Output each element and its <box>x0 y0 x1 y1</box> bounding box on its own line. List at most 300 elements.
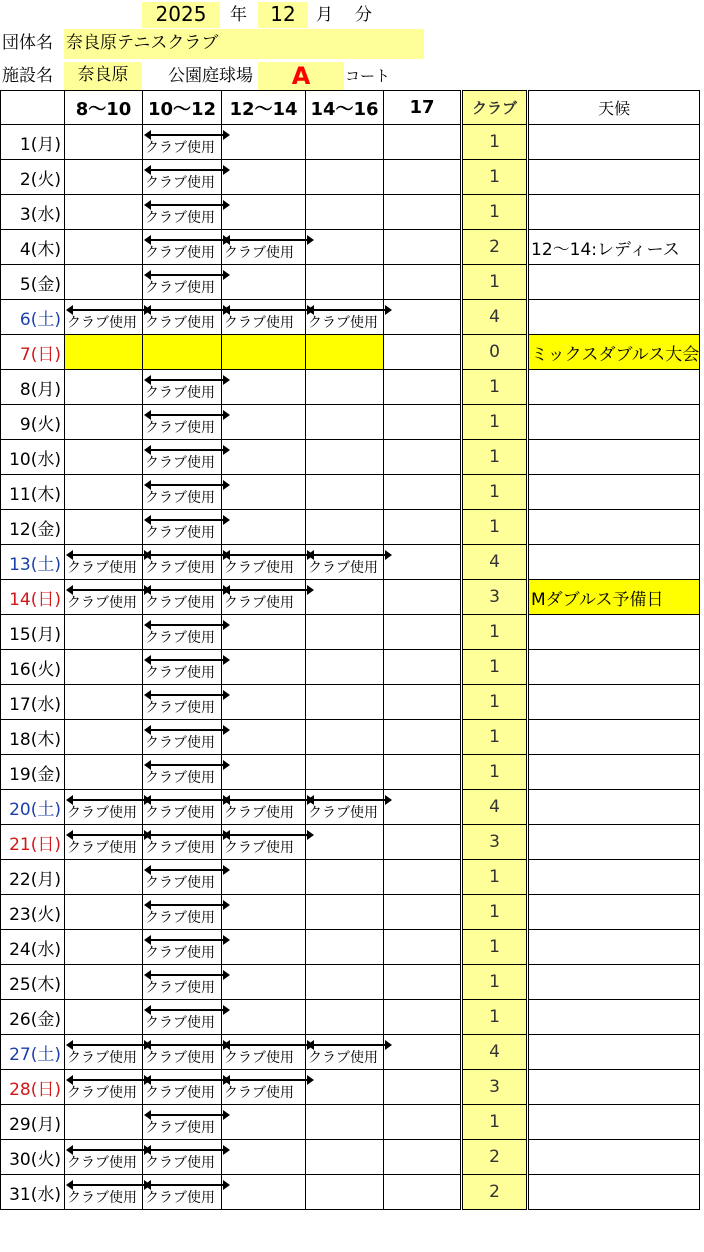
slot-cell[interactable] <box>222 195 306 230</box>
slot-cell[interactable] <box>306 860 384 895</box>
slot-cell[interactable] <box>143 650 222 685</box>
club-use-marker <box>144 480 224 508</box>
slot-cell[interactable] <box>222 930 306 965</box>
club-use-label: クラブ使用 <box>308 560 378 576</box>
slot-cell[interactable] <box>65 125 143 160</box>
weather-note[interactable]: Mダブルス予備日 <box>528 580 700 615</box>
club-use-marker <box>66 1040 145 1068</box>
day-label: 29(月) <box>1 1105 65 1140</box>
club-count: 2 <box>462 1175 528 1210</box>
slot-cell[interactable] <box>384 580 462 615</box>
day-label: 20(土) <box>1 790 65 825</box>
slot-cell[interactable] <box>143 405 222 440</box>
slot-cell[interactable] <box>65 860 143 895</box>
club-use-label: クラブ使用 <box>67 840 137 856</box>
slot-cell[interactable] <box>384 615 462 650</box>
slot-cell[interactable] <box>222 160 306 195</box>
slot-cell[interactable] <box>65 405 143 440</box>
slot-cell[interactable] <box>143 1175 222 1210</box>
slot-cell[interactable] <box>65 650 143 685</box>
slot-cell[interactable] <box>306 370 384 405</box>
slot-cell[interactable] <box>143 860 222 895</box>
club-use-marker <box>144 1075 224 1103</box>
club-use-label: クラブ使用 <box>145 630 215 646</box>
slot-cell[interactable] <box>222 370 306 405</box>
slot-cell[interactable] <box>143 615 222 650</box>
slot-cell[interactable] <box>222 1000 306 1035</box>
slot-cell[interactable] <box>222 615 306 650</box>
month-value: 12 <box>258 2 308 28</box>
slot-cell[interactable] <box>222 895 306 930</box>
club-use-marker <box>66 305 145 333</box>
slot-cell[interactable] <box>306 755 384 790</box>
club-use-marker <box>144 865 224 893</box>
slot-cell[interactable] <box>143 230 222 265</box>
slot-cell[interactable] <box>65 160 143 195</box>
club-use-marker <box>223 235 308 263</box>
slot-cell[interactable] <box>222 1175 306 1210</box>
club-use-marker <box>144 270 224 298</box>
club-use-label: クラブ使用 <box>145 980 215 996</box>
table-row <box>1 195 700 230</box>
club-use-marker <box>307 550 386 578</box>
club-use-marker <box>223 1075 308 1103</box>
table-row <box>1 825 700 860</box>
club-use-marker <box>144 585 224 613</box>
day-label: 13(土) <box>1 545 65 580</box>
slot-cell[interactable] <box>306 545 384 580</box>
club-use-label: クラブ使用 <box>67 1190 137 1206</box>
slot-cell[interactable] <box>65 1035 143 1070</box>
slot-cell[interactable] <box>306 475 384 510</box>
slot-cell[interactable] <box>222 860 306 895</box>
club-use-marker <box>307 1040 386 1068</box>
double-arrow-icon <box>227 239 308 241</box>
slot-cell[interactable] <box>306 615 384 650</box>
slot-cell[interactable] <box>65 580 143 615</box>
day-label: 14(日) <box>1 580 65 615</box>
weather-note[interactable] <box>528 545 700 580</box>
slot-cell[interactable] <box>306 510 384 545</box>
slot-cell[interactable] <box>143 510 222 545</box>
slot-cell[interactable] <box>143 195 222 230</box>
day-label: 18(木) <box>1 720 65 755</box>
slot-cell[interactable] <box>384 1140 462 1175</box>
day-label: 8(月) <box>1 370 65 405</box>
day-label: 30(火) <box>1 1140 65 1175</box>
slot-cell[interactable] <box>384 895 462 930</box>
slot-cell[interactable] <box>65 370 143 405</box>
slot-cell[interactable] <box>384 650 462 685</box>
header-slot-3: 12～14 <box>222 91 306 125</box>
slot-cell[interactable] <box>384 1175 462 1210</box>
club-use-label: クラブ使用 <box>145 1155 215 1171</box>
club-count: 1 <box>462 965 528 1000</box>
slot-cell[interactable] <box>384 475 462 510</box>
club-use-marker <box>144 900 224 928</box>
table-row <box>1 615 700 650</box>
slot-cell[interactable] <box>143 160 222 195</box>
slot-cell[interactable] <box>306 1070 384 1105</box>
double-arrow-icon <box>148 134 224 136</box>
slot-cell[interactable] <box>65 1105 143 1140</box>
slot-cell[interactable] <box>222 790 306 825</box>
slot-cell[interactable] <box>222 965 306 1000</box>
double-arrow-icon <box>227 589 308 591</box>
slot-cell[interactable] <box>222 440 306 475</box>
slot-cell[interactable] <box>143 545 222 580</box>
slot-cell[interactable] <box>222 510 306 545</box>
slot-cell[interactable] <box>306 1105 384 1140</box>
weather-note[interactable] <box>528 755 700 790</box>
slot-cell[interactable] <box>65 825 143 860</box>
club-count: 1 <box>462 895 528 930</box>
club-use-marker <box>66 795 145 823</box>
slot-cell[interactable] <box>65 755 143 790</box>
slot-cell[interactable] <box>143 895 222 930</box>
double-arrow-icon <box>148 554 224 556</box>
slot-cell[interactable] <box>65 895 143 930</box>
slot-cell[interactable] <box>306 335 384 370</box>
slot-cell[interactable] <box>306 895 384 930</box>
club-count: 1 <box>462 475 528 510</box>
slot-cell[interactable] <box>222 335 306 370</box>
slot-cell[interactable] <box>222 405 306 440</box>
slot-cell[interactable] <box>65 1175 143 1210</box>
day-label: 3(水) <box>1 195 65 230</box>
group-label: 団体名 <box>2 33 53 53</box>
slot-cell[interactable] <box>65 440 143 475</box>
day-label: 24(水) <box>1 930 65 965</box>
club-use-marker <box>307 795 386 823</box>
club-use-marker <box>307 305 386 333</box>
slot-cell[interactable] <box>143 790 222 825</box>
day-label: 27(土) <box>1 1035 65 1070</box>
slot-cell[interactable] <box>222 300 306 335</box>
slot-cell[interactable] <box>222 265 306 300</box>
weather-note[interactable] <box>528 650 700 685</box>
slot-cell[interactable] <box>384 790 462 825</box>
table-row <box>1 230 700 265</box>
weather-note[interactable] <box>528 1175 700 1210</box>
slot-cell[interactable] <box>384 755 462 790</box>
slot-cell[interactable] <box>384 335 462 370</box>
slot-cell[interactable] <box>306 230 384 265</box>
weather-note[interactable] <box>528 1070 700 1105</box>
header-club: クラブ <box>462 91 528 125</box>
table-row <box>1 650 700 685</box>
weather-note[interactable] <box>528 475 700 510</box>
slot-cell[interactable] <box>65 1140 143 1175</box>
club-use-marker <box>66 1075 145 1103</box>
weather-note[interactable] <box>528 370 700 405</box>
table-row <box>1 1000 700 1035</box>
slot-cell[interactable] <box>384 300 462 335</box>
slot-cell[interactable] <box>306 825 384 860</box>
club-use-label: クラブ使用 <box>224 315 294 331</box>
slot-cell[interactable] <box>65 1070 143 1105</box>
slot-cell[interactable] <box>65 335 143 370</box>
slot-cell[interactable] <box>222 475 306 510</box>
club-use-label: クラブ使用 <box>67 1085 137 1101</box>
slot-cell[interactable] <box>143 475 222 510</box>
slot-cell[interactable] <box>306 125 384 160</box>
slot-cell[interactable] <box>222 580 306 615</box>
slot-cell[interactable] <box>306 650 384 685</box>
slot-cell[interactable] <box>222 755 306 790</box>
club-use-label: クラブ使用 <box>308 805 378 821</box>
club-count: 3 <box>462 1070 528 1105</box>
slot-cell[interactable] <box>222 1105 306 1140</box>
slot-cell[interactable] <box>222 1140 306 1175</box>
double-arrow-icon <box>148 764 224 766</box>
double-arrow-icon <box>311 1044 386 1046</box>
slot-cell[interactable] <box>384 1105 462 1140</box>
double-arrow-icon <box>148 834 224 836</box>
weather-note[interactable] <box>528 265 700 300</box>
weather-note[interactable] <box>528 720 700 755</box>
double-arrow-icon <box>148 589 224 591</box>
slot-cell[interactable] <box>222 1070 306 1105</box>
slot-cell[interactable] <box>143 370 222 405</box>
slot-cell[interactable] <box>143 1070 222 1105</box>
double-arrow-icon <box>148 1044 224 1046</box>
table-row <box>1 1140 700 1175</box>
slot-cell[interactable] <box>306 1000 384 1035</box>
slot-cell[interactable] <box>143 965 222 1000</box>
club-use-label: クラブ使用 <box>224 805 294 821</box>
weather-note[interactable] <box>528 160 700 195</box>
weather-note[interactable]: 12～14:レディース <box>528 230 700 265</box>
table-row <box>1 755 700 790</box>
weather-note[interactable] <box>528 1105 700 1140</box>
table-row <box>1 510 700 545</box>
club-use-marker <box>144 1180 224 1208</box>
club-use-label: クラブ使用 <box>308 315 378 331</box>
slot-cell[interactable] <box>143 930 222 965</box>
slot-cell[interactable] <box>65 930 143 965</box>
slot-cell[interactable] <box>65 510 143 545</box>
slot-cell[interactable] <box>384 230 462 265</box>
weather-note[interactable] <box>528 825 700 860</box>
club-use-label: クラブ使用 <box>145 805 215 821</box>
slot-cell[interactable] <box>306 440 384 475</box>
slot-cell[interactable] <box>222 825 306 860</box>
slot-cell[interactable] <box>384 440 462 475</box>
slot-cell[interactable] <box>306 1035 384 1070</box>
slot-cell[interactable] <box>65 300 143 335</box>
day-label: 25(木) <box>1 965 65 1000</box>
weather-note[interactable] <box>528 440 700 475</box>
slot-cell[interactable] <box>384 510 462 545</box>
weather-note[interactable] <box>528 790 700 825</box>
club-count: 1 <box>462 195 528 230</box>
slot-cell[interactable] <box>143 300 222 335</box>
slot-cell[interactable] <box>384 195 462 230</box>
slot-cell[interactable] <box>306 195 384 230</box>
double-arrow-icon <box>148 204 224 206</box>
slot-cell[interactable] <box>306 160 384 195</box>
club-count: 1 <box>462 265 528 300</box>
slot-cell[interactable] <box>65 1000 143 1035</box>
slot-cell[interactable] <box>384 1070 462 1105</box>
slot-cell[interactable] <box>306 405 384 440</box>
club-use-label: クラブ使用 <box>145 945 215 961</box>
slot-cell[interactable] <box>384 1000 462 1035</box>
table-row <box>1 860 700 895</box>
slot-cell[interactable] <box>143 720 222 755</box>
double-arrow-icon <box>148 624 224 626</box>
double-arrow-icon <box>148 904 224 906</box>
slot-cell[interactable] <box>384 545 462 580</box>
slot-cell[interactable] <box>384 965 462 1000</box>
slot-cell[interactable] <box>65 790 143 825</box>
slot-cell[interactable] <box>384 930 462 965</box>
month-unit: 月 <box>316 5 333 25</box>
club-use-marker <box>144 165 224 193</box>
slot-cell[interactable] <box>222 685 306 720</box>
slot-cell[interactable] <box>65 230 143 265</box>
slot-cell[interactable] <box>65 195 143 230</box>
weather-note[interactable] <box>528 1140 700 1175</box>
slot-cell[interactable] <box>65 720 143 755</box>
club-use-label: クラブ使用 <box>224 840 294 856</box>
slot-cell[interactable] <box>384 265 462 300</box>
slot-cell[interactable] <box>143 440 222 475</box>
weather-note[interactable] <box>528 125 700 160</box>
slot-cell[interactable] <box>384 370 462 405</box>
club-use-label: クラブ使用 <box>224 560 294 576</box>
double-arrow-icon <box>148 274 224 276</box>
slot-cell[interactable] <box>65 615 143 650</box>
slot-cell[interactable] <box>384 125 462 160</box>
slot-cell[interactable] <box>143 1035 222 1070</box>
slot-cell[interactable] <box>143 1000 222 1035</box>
slot-cell[interactable] <box>65 265 143 300</box>
slot-cell[interactable] <box>306 265 384 300</box>
slot-cell[interactable] <box>222 230 306 265</box>
club-use-marker <box>144 1005 224 1033</box>
club-use-marker <box>144 655 224 683</box>
slot-cell[interactable] <box>65 475 143 510</box>
table-header-row <box>1 91 700 125</box>
day-label: 31(水) <box>1 1175 65 1210</box>
weather-note[interactable] <box>528 1000 700 1035</box>
facility-label: 施設名 <box>2 66 53 86</box>
table-row <box>1 685 700 720</box>
slot-cell[interactable] <box>306 930 384 965</box>
slot-cell[interactable] <box>65 685 143 720</box>
slot-cell[interactable] <box>384 720 462 755</box>
weather-note[interactable] <box>528 510 700 545</box>
day-label: 28(日) <box>1 1070 65 1105</box>
slot-cell[interactable] <box>384 685 462 720</box>
table-row <box>1 265 700 300</box>
slot-cell[interactable] <box>306 1175 384 1210</box>
weather-note[interactable] <box>528 300 700 335</box>
club-use-marker <box>144 550 224 578</box>
double-arrow-icon <box>148 1114 224 1116</box>
table-row <box>1 1070 700 1105</box>
slot-cell[interactable] <box>384 825 462 860</box>
day-label: 22(月) <box>1 860 65 895</box>
club-use-marker <box>144 410 224 438</box>
table-row <box>1 125 700 160</box>
slot-cell[interactable] <box>143 335 222 370</box>
weather-note[interactable] <box>528 965 700 1000</box>
slot-cell[interactable] <box>143 265 222 300</box>
weather-note[interactable] <box>528 405 700 440</box>
club-count: 1 <box>462 755 528 790</box>
weather-note[interactable] <box>528 895 700 930</box>
club-use-marker <box>144 375 224 403</box>
double-arrow-icon <box>148 169 224 171</box>
club-count: 1 <box>462 510 528 545</box>
slot-cell[interactable] <box>306 1140 384 1175</box>
slot-cell[interactable] <box>384 1035 462 1070</box>
slot-cell[interactable] <box>143 125 222 160</box>
slot-cell[interactable] <box>222 650 306 685</box>
slot-cell[interactable] <box>143 825 222 860</box>
slot-cell[interactable] <box>306 300 384 335</box>
weather-note[interactable] <box>528 930 700 965</box>
double-arrow-icon <box>70 309 145 311</box>
weather-note[interactable]: ミックスダブルス大会 <box>528 335 700 370</box>
slot-cell[interactable] <box>306 720 384 755</box>
slot-cell[interactable] <box>222 545 306 580</box>
double-arrow-icon <box>311 309 386 311</box>
slot-cell[interactable] <box>143 685 222 720</box>
weather-note[interactable] <box>528 685 700 720</box>
day-label: 15(月) <box>1 615 65 650</box>
slot-cell[interactable] <box>384 160 462 195</box>
club-use-marker <box>66 830 145 858</box>
weather-note[interactable] <box>528 1035 700 1070</box>
table-row <box>1 895 700 930</box>
slot-cell[interactable] <box>65 545 143 580</box>
slot-cell[interactable] <box>143 1105 222 1140</box>
slot-cell[interactable] <box>306 965 384 1000</box>
club-use-marker <box>144 305 224 333</box>
slot-cell[interactable] <box>222 1035 306 1070</box>
slot-cell[interactable] <box>306 580 384 615</box>
slot-cell[interactable] <box>384 860 462 895</box>
facility-place: 公園庭球場 <box>168 66 253 86</box>
weather-note[interactable] <box>528 615 700 650</box>
slot-cell[interactable] <box>306 790 384 825</box>
weather-note[interactable] <box>528 860 700 895</box>
weather-note[interactable] <box>528 195 700 230</box>
day-label: 12(金) <box>1 510 65 545</box>
suffix-label: 分 <box>355 5 372 25</box>
double-arrow-icon <box>311 799 386 801</box>
slot-cell[interactable] <box>143 1140 222 1175</box>
slot-cell[interactable] <box>143 580 222 615</box>
slot-cell[interactable] <box>384 405 462 440</box>
slot-cell[interactable] <box>65 965 143 1000</box>
double-arrow-icon <box>227 1044 308 1046</box>
double-arrow-icon <box>227 554 308 556</box>
double-arrow-icon <box>70 1184 145 1186</box>
slot-cell[interactable] <box>222 125 306 160</box>
club-use-label: クラブ使用 <box>145 490 215 506</box>
double-arrow-icon <box>227 309 308 311</box>
club-use-marker <box>144 970 224 998</box>
slot-cell[interactable] <box>222 720 306 755</box>
slot-cell[interactable] <box>143 755 222 790</box>
double-arrow-icon <box>70 589 145 591</box>
slot-cell[interactable] <box>306 685 384 720</box>
